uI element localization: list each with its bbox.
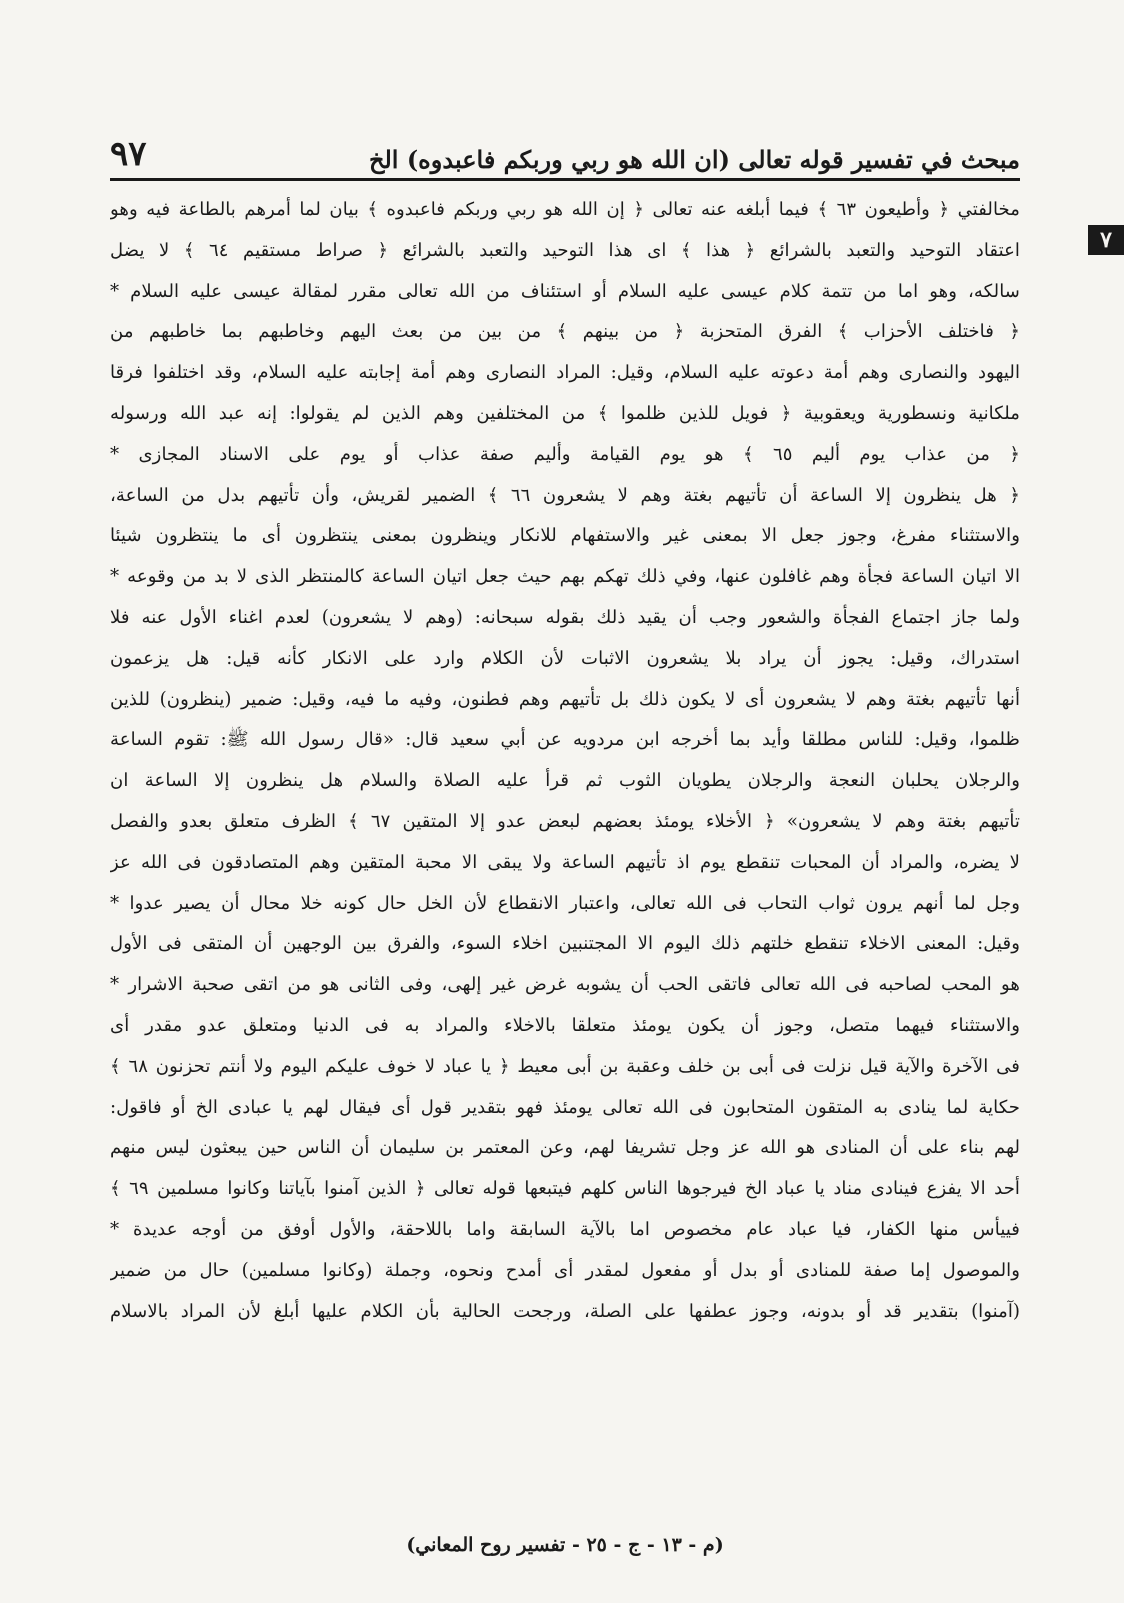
text-line: ولما جاز اجتماع الفجأة والشعور وجب أن يقيد ذلك بقوله سبحانه: (وهم لا يشعرون) لعدم اغناء الأول عنه فلا bbox=[110, 606, 1020, 628]
text-line: والاستثناء مفرغ، وجوز جعل الا بمعنى غير والاستفهام للانكار وينظرون بمعنى ينتظرون أى ما ينتظرون شيئا bbox=[110, 525, 1020, 547]
text-line: لهم بناء على أن المنادى هو الله عز وجل تشريفا لهم، وعن المعتمر بن سليمان أن الناس حين يبعثون ليس منهم bbox=[110, 1137, 1020, 1159]
text-line: اعتقاد التوحيد والتعبد بالشرائع ﴿ هذا ﴾ اى هذا التوحيد والتعبد بالشرائع ﴿ صراط مستقيم ٦٤ ﴾ لا يضل bbox=[110, 239, 1020, 261]
text-line: سالكه، وهو اما من تتمة كلام عيسى عليه السلام أو استئناف من الله تعالى مقرر لمقالة عيسى عليه السلام * bbox=[110, 280, 1020, 302]
text-line: (آمنوا) بتقدير قد أو بدونه، وجوز عطفها على الصلة، ورجحت الحالية بأن الكلام عليها أبلغ لأن المراد بالاسلام bbox=[110, 1300, 1020, 1322]
side-badge: ٧ bbox=[1088, 225, 1124, 255]
text-line: مخالفتي ﴿ وأطيعون ٦٣ ﴾ فيما أبلغه عنه تعالى ﴿ إن الله هو ربي وربكم فاعبدوه ﴾ بيان لما أمرهم بالطاعة فيه وهو bbox=[110, 199, 1020, 220]
text-line: أنها تأتيهم بغتة وهم لا يشعرون أى لا يكون ذلك بل تأتيهم وهم فطنون، وفيه ما فيه، وقيل: ضمير (ينظرون) للذين bbox=[110, 688, 1020, 710]
text-line: والرجلان يحلبان النعجة والرجلان يطويان الثوب ثم قرأ عليه الصلاة والسلام هل ينظرون إلا الساعة ان bbox=[110, 770, 1020, 792]
text-line: تأتيهم بغتة وهم لا يشعرون» ﴿ الأخلاء يومئذ بعضهم لبعض عدو إلا المتقين ٦٧ ﴾ الظرف متعلق بعدو والفصل bbox=[110, 810, 1020, 832]
text-line: والموصول إما صفة للمنادى أو بدل أو مفعول لمقدر أى أمدح ونحوه، وجملة (وكانوا مسلمين) حال من ضمير bbox=[110, 1259, 1020, 1281]
text-line: لا يضره، والمراد أن المحبات تنقطع يوم اذ تأتيهم الساعة ولا يبقى الا محبة المتقين وهم المتصادقون فى الله عز bbox=[110, 851, 1020, 873]
text-line: والاستثناء فيهما متصل، وجوز أن يكون يومئذ متعلقا بالاخلاء والمراد به فى الدنيا ومتعلق عدو مقدر أى bbox=[110, 1014, 1020, 1036]
body-text bbox=[110, 190, 1020, 1525]
text-line: اليهود والنصارى وهم أمة دعوته عليه السلام، وقيل: المراد النصارى وهم أمة إجابته عليه السلام، وقد اختلفوا فرقا bbox=[110, 362, 1020, 384]
text-line: حكاية لما ينادى به المتقون المتحابون فى الله تعالى يومئذ فهو بتقدير قول أى فيقال لهم يا عبادى الخ أو فاقول: bbox=[110, 1096, 1020, 1118]
text-line: وقيل: المعنى الاخلاء تنقطع خلتهم ذلك اليوم الا المجتنبين اخلاء السوء، والفرق بين الوجهين أن المتقى فى الأول bbox=[110, 933, 1020, 955]
text-line: ظلموا، وقيل: للناس مطلقا وأيد بما أخرجه ابن مردويه عن أبي سعيد قال: «قال رسول الله ﷺ: تقوم الساعة bbox=[110, 729, 1020, 751]
text-line: وجل لما أنهم يرون ثواب التحاب فى الله تعالى، واعتبار الانقطاع لأن الخل حال كونه خلا محال أن يصير عدوا * bbox=[110, 892, 1020, 914]
text-line: أحد الا يفزع فينادى مناد يا عباد الخ فيرجوها الناس كلهم فيتبعها قوله تعالى ﴿ الذين آمنوا بآياتنا وكانوا مسلمين ٦٩ ﴾ bbox=[110, 1178, 1020, 1200]
text-line: فى الآخرة والآية قيل نزلت فى أبى بن خلف وعقبة بن أبى معيط ﴿ يا عباد لا خوف عليكم اليوم ولا أنتم تحزنون ٦٨ ﴾ bbox=[110, 1055, 1020, 1077]
text-line: الا اتيان الساعة فجأة وهم غافلون عنها، وفي ذلك تهكم بهم حيث جعل اتيان الساعة كالمنتظر الذى لا بد من وقوعه * bbox=[110, 566, 1020, 588]
text-line: ﴿ هل ينظرون إلا الساعة أن تأتيهم بغتة وهم لا يشعرون ٦٦ ﴾ الضمير لقريش، وأن تأتيهم بدل من الساعة، bbox=[110, 484, 1020, 506]
page-number: ٩٧ bbox=[110, 134, 147, 174]
text-line: فييأس منها الكفار، فيا عباد عام مخصوص اما بالآية السابقة واما باللاحقة، والأول أوفق من أوجه عديدة * bbox=[110, 1218, 1020, 1240]
text-line: ﴿ من عذاب يوم أليم ٦٥ ﴾ هو يوم القيامة وأليم صفة عذاب أو يوم على الاسناد المجازى * bbox=[110, 443, 1020, 465]
text-line: ﴿ فاختلف الأحزاب ﴾ الفرق المتحزبة ﴿ من بينهم ﴾ من بين من بعث اليهم وخاطبهم بما خاطبهم من bbox=[110, 321, 1020, 343]
text-line: هو المحب لصاحبه فى الله تعالى فاتقى الحب أن يشوبه غرض غير إلهى، وفى الثانى هو من اتقى صحبة الاشرار * bbox=[110, 974, 1020, 996]
text-line: استدراك، وقيل: يجوز أن يراد بلا يشعرون الاثبات لأن الكلام وارد على الانكار كأنه قيل: هل يزعمون bbox=[110, 647, 1020, 669]
header-rule bbox=[110, 178, 1020, 181]
text-line: ملكانية ونسطورية ويعقوبية ﴿ فويل للذين ظلموا ﴾ من المختلفين وهم الذين لم يقولوا: إنه عبد الله ورسوله bbox=[110, 402, 1020, 424]
running-title: مبحث في تفسير قوله تعالى (ان الله هو ربي وربكم فاعبدوه) الخ bbox=[369, 145, 1020, 174]
page-header bbox=[110, 122, 1020, 174]
page-footer: (م - ١٣ - ج - ٢٥ - تفسير روح المعاني) bbox=[406, 1534, 724, 1556]
